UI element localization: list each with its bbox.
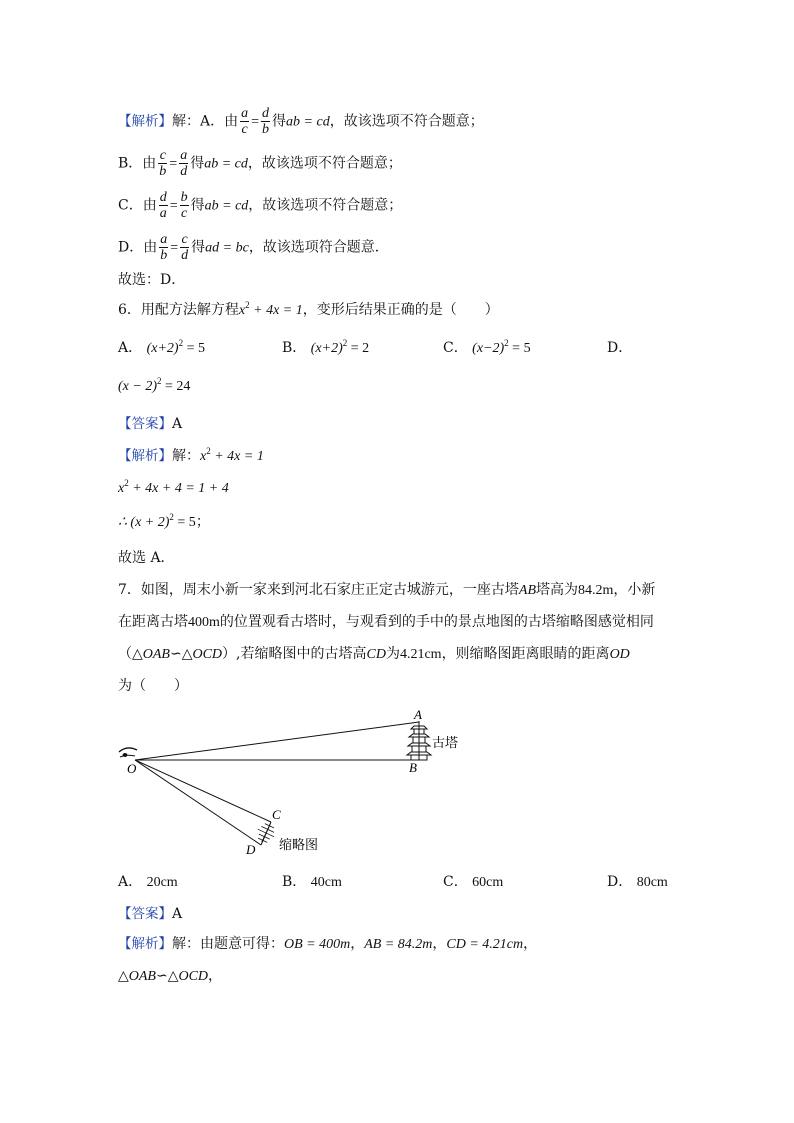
- q7-figure: [115, 705, 475, 855]
- q5-analysis-a: 【解析】解：A．由 $\frac{a}{c}$ = $\frac{d}{b}$ 得ab = cd，故该选项不符合题意；: [118, 106, 484, 137]
- q6-option-b[interactable]: B． $(x+2)^2 = 2$: [282, 338, 370, 356]
- q7-stem-3: （△OAB∽△OCD）,若缩略图中的古塔高CD为4.21cm，则缩略图距离眼睛的距离OD: [118, 646, 630, 662]
- fraction: $\frac{d}{a}$: [159, 190, 167, 221]
- answer-tag: 【答案】: [118, 416, 172, 432]
- line-OD: [135, 760, 261, 845]
- q7-option-d[interactable]: D． 80cm: [607, 874, 668, 890]
- q7-stem-1: 7．如图，周末小新一家来到河北石家庄正定古城游元，一座古塔AB塔高为84.2m，小新: [118, 582, 656, 598]
- fraction: $\frac{c}{b}$: [159, 148, 167, 179]
- fraction: $\frac{b}{c}$: [180, 190, 188, 221]
- q7-stem-4: 为（ ）: [118, 678, 188, 694]
- q7-stem-2: 在距离古塔400m的位置观看古塔时，与观看到的手中的景点地图的古塔缩略图感觉相同: [118, 614, 654, 630]
- label-O: O: [127, 761, 137, 776]
- q7-option-c[interactable]: C． 60cm: [443, 874, 504, 890]
- q6-option-a[interactable]: A． $(x+2)^2 = 5$: [118, 338, 205, 356]
- q5-choose: 故选：D．: [118, 272, 186, 288]
- tower-label: 古塔: [432, 736, 459, 751]
- q7-similarity: △OAB∽△OCD，: [118, 968, 223, 984]
- q6-stem: 6．用配方法解方程$x^2 + 4x = 1$，变形后结果正确的是（ ）: [118, 300, 499, 318]
- fraction: $\frac{d}{b}$: [262, 106, 270, 137]
- analysis-tag: 【解析】: [118, 448, 172, 464]
- fraction: $\frac{c}{d}$: [181, 232, 189, 263]
- answer-tag: 【答案】: [118, 906, 172, 922]
- q6-answer: 【答案】A: [118, 416, 183, 432]
- q5-analysis-d: D．由 $\frac{a}{b}$ = $\frac{c}{d}$ 得ad = bc，故该选项符合题意．: [118, 232, 389, 263]
- fraction: $\frac{a}{b}$: [160, 232, 168, 263]
- q6-analysis: 【解析】解：$x^2 + 4x = 1$: [118, 446, 264, 464]
- q5-analysis-c: C．由 $\frac{d}{a}$ = $\frac{b}{c}$ 得ab = cd，故该选项不符合题意；: [118, 190, 403, 221]
- analysis-tag: 【解析】: [118, 936, 172, 952]
- thumbnail-label: 缩略图: [279, 838, 319, 853]
- q6-option-c[interactable]: C． $(x-2)^2 = 5$: [443, 338, 531, 356]
- q7-answer: 【答案】A: [118, 906, 183, 922]
- label-D: D: [246, 842, 256, 855]
- analysis-tag: 【解析】: [118, 113, 172, 130]
- fraction: $\frac{a}{d}$: [180, 148, 188, 179]
- label-C: C: [272, 807, 281, 822]
- q7-option-a[interactable]: A． 20cm: [118, 874, 178, 890]
- q6-option-d-label[interactable]: D．: [607, 340, 633, 356]
- q6-step3: ∴ $(x + 2)^2 = 5$；: [118, 512, 210, 530]
- q7-option-b[interactable]: B． 40cm: [282, 874, 342, 890]
- fraction: $\frac{a}{c}$: [241, 106, 249, 137]
- eye-icon: [119, 748, 137, 757]
- label-A: A: [414, 707, 422, 722]
- line-OC: [135, 760, 271, 822]
- q5-analysis-b: B．由 $\frac{c}{b}$ = $\frac{a}{d}$ 得ab = cd，故该选项不符合题意；: [118, 148, 402, 179]
- label-B: B: [409, 760, 417, 775]
- q6-choose: 故选 A．: [118, 550, 175, 566]
- q7-analysis: 【解析】解：由题意可得：OB = 400m，AB = 84.2m，CD = 4.21cm，: [118, 936, 538, 952]
- q6-option-d-value[interactable]: $(x - 2)^2 = 24$: [118, 376, 191, 394]
- q6-step2: $x^2 + 4x + 4 = 1 + 4$: [118, 478, 229, 496]
- line-OA: [135, 722, 419, 760]
